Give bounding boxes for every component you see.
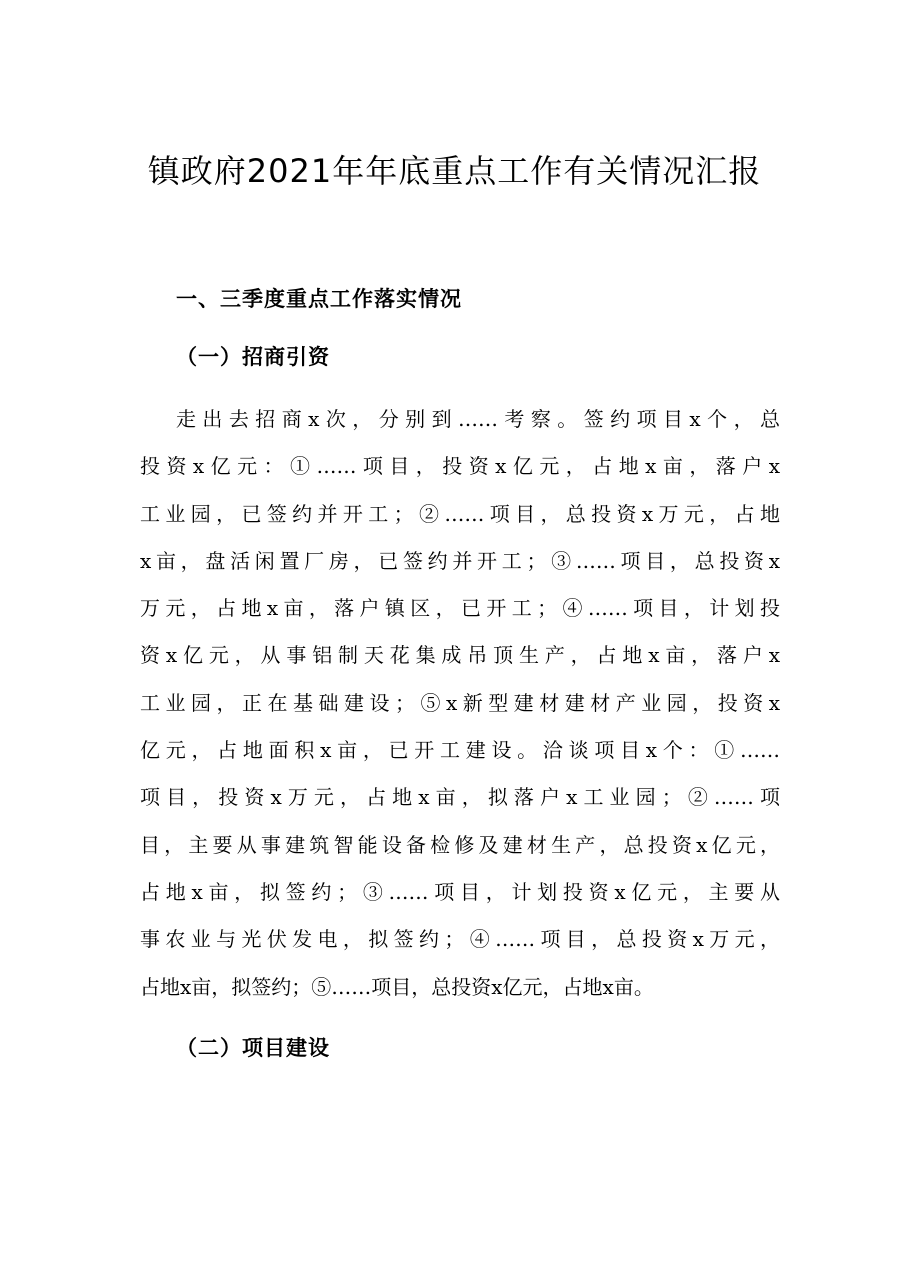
- paragraph-investment: [140, 396, 780, 1011]
- paragraph-line: 工业园，已签约并开工；②……项目，总投资x万元，占地: [140, 501, 780, 526]
- paragraph-line: 万元，占地x亩，落户镇区，已开工；④……项目，计划投: [140, 596, 780, 621]
- paragraph-line: 资x亿元，从事铝制天花集成吊顶生产，占地x亩，落户x: [140, 643, 780, 668]
- section-heading: 一、三季度重点工作落实情况: [176, 287, 462, 311]
- paragraph-line: 目，主要从事建筑智能设备检修及建材生产，总投资x亿元，: [140, 832, 780, 857]
- subsection-heading-projects: （二）项目建设: [176, 1036, 330, 1060]
- paragraph-line: 工业园，正在基础建设；⑤x新型建材建材产业园，投资x: [140, 690, 780, 715]
- paragraph-line: 占地x亩，拟签约；③……项目，计划投资x亿元，主要从: [140, 879, 780, 904]
- paragraph-line: 投资x亿元：①……项目，投资x亿元，占地x亩，落户x: [140, 454, 780, 479]
- paragraph-line: 亿元，占地面积x亩，已开工建设。洽谈项目x个：①……: [140, 738, 780, 763]
- paragraph-line: 占地x亩，拟签约；⑤……项目，总投资x亿元，占地x亩。: [140, 974, 654, 999]
- document-title: 镇政府2021年年底重点工作有关情况汇报: [147, 152, 762, 190]
- paragraph-line: 项目，投资x万元，占地x亩，拟落户x工业园；②……项: [140, 785, 780, 810]
- paragraph-line: 事农业与光伏发电，拟签约；④……项目，总投资x万元，: [140, 927, 780, 952]
- paragraph-line: 走出去招商x次，分别到……考察。签约项目x个，总: [176, 407, 780, 431]
- subsection-heading-investment: （一）招商引资: [176, 345, 330, 369]
- paragraph-line: x亩，盘活闲置厂房，已签约并开工；③……项目，总投资x: [140, 548, 780, 573]
